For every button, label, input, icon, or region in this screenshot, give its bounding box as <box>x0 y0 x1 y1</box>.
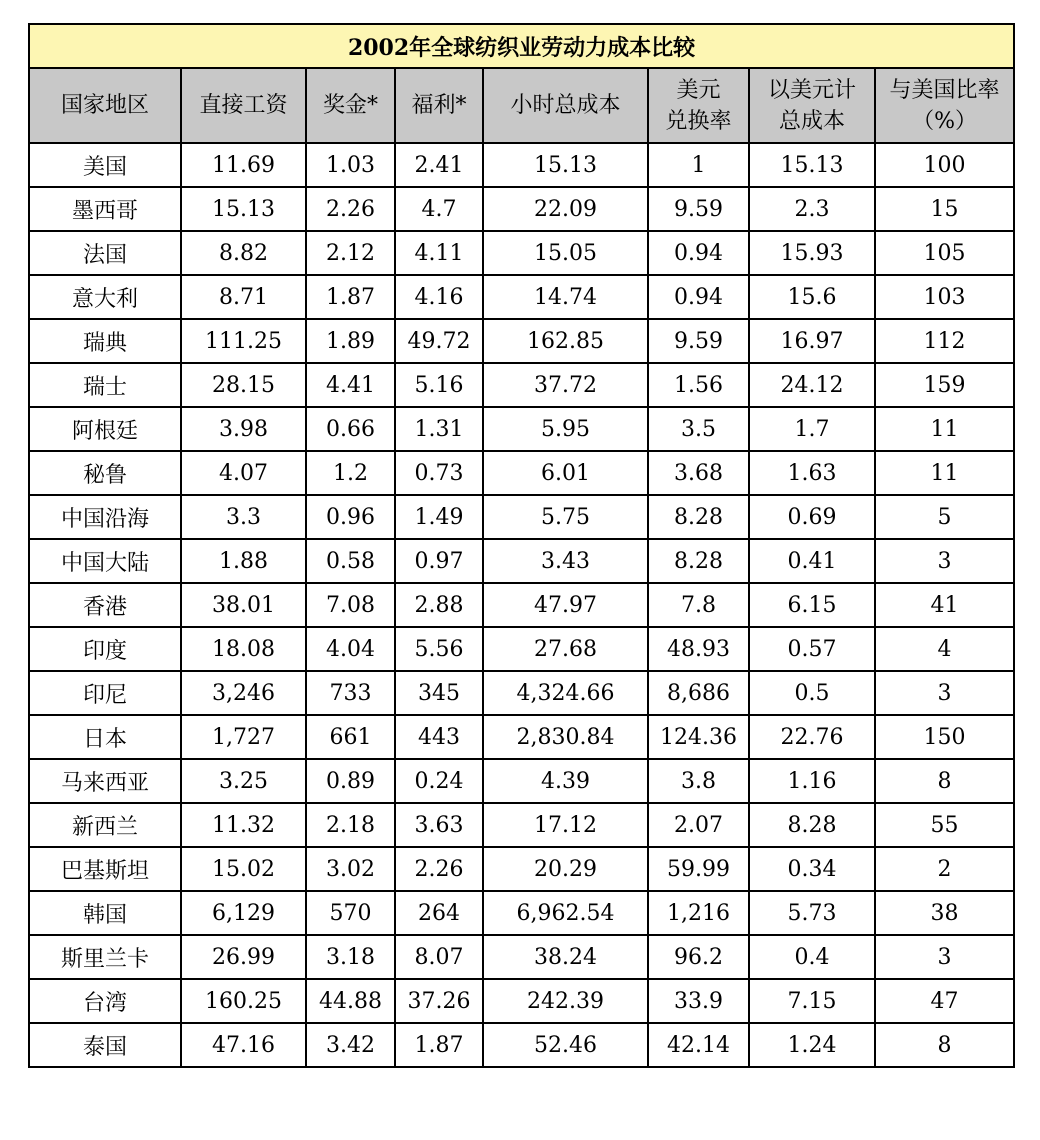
hourly-total-cell: 38.24 <box>483 935 648 979</box>
ratio-cell: 103 <box>875 275 1014 319</box>
table-row <box>29 143 1014 187</box>
table-row <box>29 407 1014 451</box>
region-cell: 阿根廷 <box>29 407 181 451</box>
region-cell: 法国 <box>29 231 181 275</box>
table-row <box>29 187 1014 231</box>
ratio-cell: 38 <box>875 891 1014 935</box>
hourly-total-cell: 5.95 <box>483 407 648 451</box>
ratio-cell: 150 <box>875 715 1014 759</box>
bonus-cell: 1.03 <box>306 143 395 187</box>
hourly-total-cell: 5.75 <box>483 495 648 539</box>
direct-wage-cell: 15.13 <box>181 187 306 231</box>
direct-wage-cell: 3.3 <box>181 495 306 539</box>
cost-table-container <box>28 23 1013 1068</box>
usd-total-cell: 15.93 <box>749 231 875 275</box>
bonus-cell: 4.41 <box>306 363 395 407</box>
hourly-total-cell: 4.39 <box>483 759 648 803</box>
column-header-label: 兑换率 <box>665 108 732 134</box>
direct-wage-cell: 28.15 <box>181 363 306 407</box>
region-cell: 马来西亚 <box>29 759 181 803</box>
hourly-total-cell: 37.72 <box>483 363 648 407</box>
direct-wage-cell: 1.88 <box>181 539 306 583</box>
column-header-label: 美元 <box>676 77 721 103</box>
hourly-total-cell: 4,324.66 <box>483 671 648 715</box>
region-cell: 泰国 <box>29 1023 181 1067</box>
benefits-cell: 3.63 <box>395 803 483 847</box>
exchange-rate-cell: 48.93 <box>648 627 749 671</box>
direct-wage-cell: 47.16 <box>181 1023 306 1067</box>
exchange-rate-cell: 3.68 <box>648 451 749 495</box>
usd-total-cell: 8.28 <box>749 803 875 847</box>
usd-total-cell: 1.24 <box>749 1023 875 1067</box>
table-body <box>29 143 1014 1067</box>
column-header-label: （%） <box>912 108 977 134</box>
table-row <box>29 319 1014 363</box>
exchange-rate-cell: 42.14 <box>648 1023 749 1067</box>
region-cell: 中国大陆 <box>29 539 181 583</box>
table-row <box>29 231 1014 275</box>
ratio-cell: 159 <box>875 363 1014 407</box>
column-header-label: 小时总成本 <box>510 93 621 118</box>
col-header-benefits <box>395 68 483 143</box>
benefits-cell: 345 <box>395 671 483 715</box>
ratio-cell: 3 <box>875 935 1014 979</box>
direct-wage-cell: 1,727 <box>181 715 306 759</box>
bonus-cell: 2.12 <box>306 231 395 275</box>
bonus-cell: 570 <box>306 891 395 935</box>
bonus-cell: 1.89 <box>306 319 395 363</box>
table-row <box>29 759 1014 803</box>
ratio-cell: 105 <box>875 231 1014 275</box>
region-cell: 美国 <box>29 143 181 187</box>
col-header-region <box>29 68 181 143</box>
usd-total-cell: 15.6 <box>749 275 875 319</box>
ratio-cell: 47 <box>875 979 1014 1023</box>
benefits-cell: 37.26 <box>395 979 483 1023</box>
col-header-bonus <box>306 68 395 143</box>
col-header-hourly-total <box>483 68 648 143</box>
benefits-cell: 5.56 <box>395 627 483 671</box>
usd-total-cell: 0.4 <box>749 935 875 979</box>
benefits-cell: 1.49 <box>395 495 483 539</box>
bonus-cell: 0.66 <box>306 407 395 451</box>
region-cell: 印度 <box>29 627 181 671</box>
hourly-total-cell: 14.74 <box>483 275 648 319</box>
hourly-total-cell: 15.05 <box>483 231 648 275</box>
ratio-cell: 8 <box>875 759 1014 803</box>
column-header-label: 直接工资 <box>199 93 288 118</box>
usd-total-cell: 24.12 <box>749 363 875 407</box>
table-row <box>29 275 1014 319</box>
direct-wage-cell: 4.07 <box>181 451 306 495</box>
usd-total-cell: 22.76 <box>749 715 875 759</box>
usd-total-cell: 1.7 <box>749 407 875 451</box>
table-title: 2002年全球纺织业劳动力成本比较 <box>29 24 1014 68</box>
bonus-cell: 0.58 <box>306 539 395 583</box>
hourly-total-cell: 2,830.84 <box>483 715 648 759</box>
benefits-cell: 5.16 <box>395 363 483 407</box>
ratio-cell: 11 <box>875 407 1014 451</box>
ratio-cell: 3 <box>875 671 1014 715</box>
exchange-rate-cell: 7.8 <box>648 583 749 627</box>
col-header-ratio-to-us <box>875 68 1014 143</box>
table-row <box>29 847 1014 891</box>
hourly-total-cell: 6,962.54 <box>483 891 648 935</box>
direct-wage-cell: 3.98 <box>181 407 306 451</box>
usd-total-cell: 2.3 <box>749 187 875 231</box>
exchange-rate-cell: 96.2 <box>648 935 749 979</box>
benefits-cell: 0.73 <box>395 451 483 495</box>
exchange-rate-cell: 1,216 <box>648 891 749 935</box>
table-row <box>29 451 1014 495</box>
ratio-cell: 100 <box>875 143 1014 187</box>
region-cell: 墨西哥 <box>29 187 181 231</box>
usd-total-cell: 7.15 <box>749 979 875 1023</box>
ratio-cell: 112 <box>875 319 1014 363</box>
table-row <box>29 891 1014 935</box>
column-header-label: 总成本 <box>778 108 845 134</box>
hourly-total-cell: 27.68 <box>483 627 648 671</box>
benefits-cell: 0.24 <box>395 759 483 803</box>
hourly-total-cell: 17.12 <box>483 803 648 847</box>
usd-total-cell: 0.69 <box>749 495 875 539</box>
table-row <box>29 1023 1014 1067</box>
exchange-rate-cell: 2.07 <box>648 803 749 847</box>
col-header-direct-wage <box>181 68 306 143</box>
table-row <box>29 715 1014 759</box>
ratio-cell: 8 <box>875 1023 1014 1067</box>
exchange-rate-cell: 8.28 <box>648 495 749 539</box>
direct-wage-cell: 6,129 <box>181 891 306 935</box>
benefits-cell: 2.41 <box>395 143 483 187</box>
region-cell: 秘鲁 <box>29 451 181 495</box>
exchange-rate-cell: 9.59 <box>648 187 749 231</box>
hourly-total-cell: 242.39 <box>483 979 648 1023</box>
exchange-rate-cell: 33.9 <box>648 979 749 1023</box>
exchange-rate-cell: 8.28 <box>648 539 749 583</box>
usd-total-cell: 0.57 <box>749 627 875 671</box>
exchange-rate-cell: 8,686 <box>648 671 749 715</box>
direct-wage-cell: 11.32 <box>181 803 306 847</box>
direct-wage-cell: 160.25 <box>181 979 306 1023</box>
region-cell: 斯里兰卡 <box>29 935 181 979</box>
usd-total-cell: 15.13 <box>749 143 875 187</box>
region-cell: 瑞士 <box>29 363 181 407</box>
region-cell: 台湾 <box>29 979 181 1023</box>
usd-total-cell: 0.41 <box>749 539 875 583</box>
bonus-cell: 2.26 <box>306 187 395 231</box>
region-cell: 巴基斯坦 <box>29 847 181 891</box>
benefits-cell: 4.16 <box>395 275 483 319</box>
direct-wage-cell: 38.01 <box>181 583 306 627</box>
benefits-cell: 264 <box>395 891 483 935</box>
region-cell: 韩国 <box>29 891 181 935</box>
table-row <box>29 671 1014 715</box>
direct-wage-cell: 111.25 <box>181 319 306 363</box>
benefits-cell: 8.07 <box>395 935 483 979</box>
column-header-label: 与美国比率 <box>889 77 1000 103</box>
direct-wage-cell: 11.69 <box>181 143 306 187</box>
table-row <box>29 803 1014 847</box>
header-row <box>29 68 1014 143</box>
hourly-total-cell: 6.01 <box>483 451 648 495</box>
hourly-total-cell: 20.29 <box>483 847 648 891</box>
bonus-cell: 0.89 <box>306 759 395 803</box>
benefits-cell: 1.31 <box>395 407 483 451</box>
table-row <box>29 539 1014 583</box>
hourly-total-cell: 15.13 <box>483 143 648 187</box>
exchange-rate-cell: 0.94 <box>648 275 749 319</box>
exchange-rate-cell: 0.94 <box>648 231 749 275</box>
benefits-cell: 4.11 <box>395 231 483 275</box>
direct-wage-cell: 8.71 <box>181 275 306 319</box>
bonus-cell: 44.88 <box>306 979 395 1023</box>
table-row <box>29 935 1014 979</box>
bonus-cell: 1.2 <box>306 451 395 495</box>
table-row <box>29 627 1014 671</box>
benefits-cell: 443 <box>395 715 483 759</box>
hourly-total-cell: 47.97 <box>483 583 648 627</box>
usd-total-cell: 6.15 <box>749 583 875 627</box>
region-cell: 瑞典 <box>29 319 181 363</box>
ratio-cell: 15 <box>875 187 1014 231</box>
exchange-rate-cell: 59.99 <box>648 847 749 891</box>
region-cell: 中国沿海 <box>29 495 181 539</box>
bonus-cell: 3.02 <box>306 847 395 891</box>
exchange-rate-cell: 3.8 <box>648 759 749 803</box>
bonus-cell: 1.87 <box>306 275 395 319</box>
usd-total-cell: 1.16 <box>749 759 875 803</box>
region-cell: 香港 <box>29 583 181 627</box>
table-row <box>29 583 1014 627</box>
labor-cost-table <box>28 23 1015 1068</box>
direct-wage-cell: 15.02 <box>181 847 306 891</box>
region-cell: 印尼 <box>29 671 181 715</box>
direct-wage-cell: 8.82 <box>181 231 306 275</box>
bonus-cell: 4.04 <box>306 627 395 671</box>
benefits-cell: 0.97 <box>395 539 483 583</box>
column-header-label: 福利* <box>411 93 467 118</box>
column-header-label: 以美元计 <box>767 77 856 103</box>
direct-wage-cell: 26.99 <box>181 935 306 979</box>
table-row <box>29 495 1014 539</box>
bonus-cell: 3.42 <box>306 1023 395 1067</box>
col-header-usd-total <box>749 68 875 143</box>
ratio-cell: 3 <box>875 539 1014 583</box>
exchange-rate-cell: 1 <box>648 143 749 187</box>
exchange-rate-cell: 1.56 <box>648 363 749 407</box>
usd-total-cell: 16.97 <box>749 319 875 363</box>
region-cell: 意大利 <box>29 275 181 319</box>
benefits-cell: 1.87 <box>395 1023 483 1067</box>
bonus-cell: 733 <box>306 671 395 715</box>
benefits-cell: 2.88 <box>395 583 483 627</box>
direct-wage-cell: 3,246 <box>181 671 306 715</box>
hourly-total-cell: 3.43 <box>483 539 648 583</box>
region-cell: 日本 <box>29 715 181 759</box>
hourly-total-cell: 22.09 <box>483 187 648 231</box>
exchange-rate-cell: 9.59 <box>648 319 749 363</box>
column-header-label: 奖金* <box>322 93 378 118</box>
ratio-cell: 5 <box>875 495 1014 539</box>
bonus-cell: 2.18 <box>306 803 395 847</box>
hourly-total-cell: 162.85 <box>483 319 648 363</box>
column-header-label: 国家地区 <box>60 93 149 118</box>
usd-total-cell: 1.63 <box>749 451 875 495</box>
usd-total-cell: 0.5 <box>749 671 875 715</box>
direct-wage-cell: 18.08 <box>181 627 306 671</box>
ratio-cell: 11 <box>875 451 1014 495</box>
ratio-cell: 41 <box>875 583 1014 627</box>
exchange-rate-cell: 124.36 <box>648 715 749 759</box>
ratio-cell: 55 <box>875 803 1014 847</box>
ratio-cell: 4 <box>875 627 1014 671</box>
bonus-cell: 3.18 <box>306 935 395 979</box>
usd-total-cell: 5.73 <box>749 891 875 935</box>
benefits-cell: 49.72 <box>395 319 483 363</box>
bonus-cell: 0.96 <box>306 495 395 539</box>
table-row <box>29 979 1014 1023</box>
benefits-cell: 2.26 <box>395 847 483 891</box>
ratio-cell: 2 <box>875 847 1014 891</box>
direct-wage-cell: 3.25 <box>181 759 306 803</box>
bonus-cell: 661 <box>306 715 395 759</box>
exchange-rate-cell: 3.5 <box>648 407 749 451</box>
benefits-cell: 4.7 <box>395 187 483 231</box>
bonus-cell: 7.08 <box>306 583 395 627</box>
usd-total-cell: 0.34 <box>749 847 875 891</box>
region-cell: 新西兰 <box>29 803 181 847</box>
col-header-exchange-rate <box>648 68 749 143</box>
table-row <box>29 363 1014 407</box>
hourly-total-cell: 52.46 <box>483 1023 648 1067</box>
